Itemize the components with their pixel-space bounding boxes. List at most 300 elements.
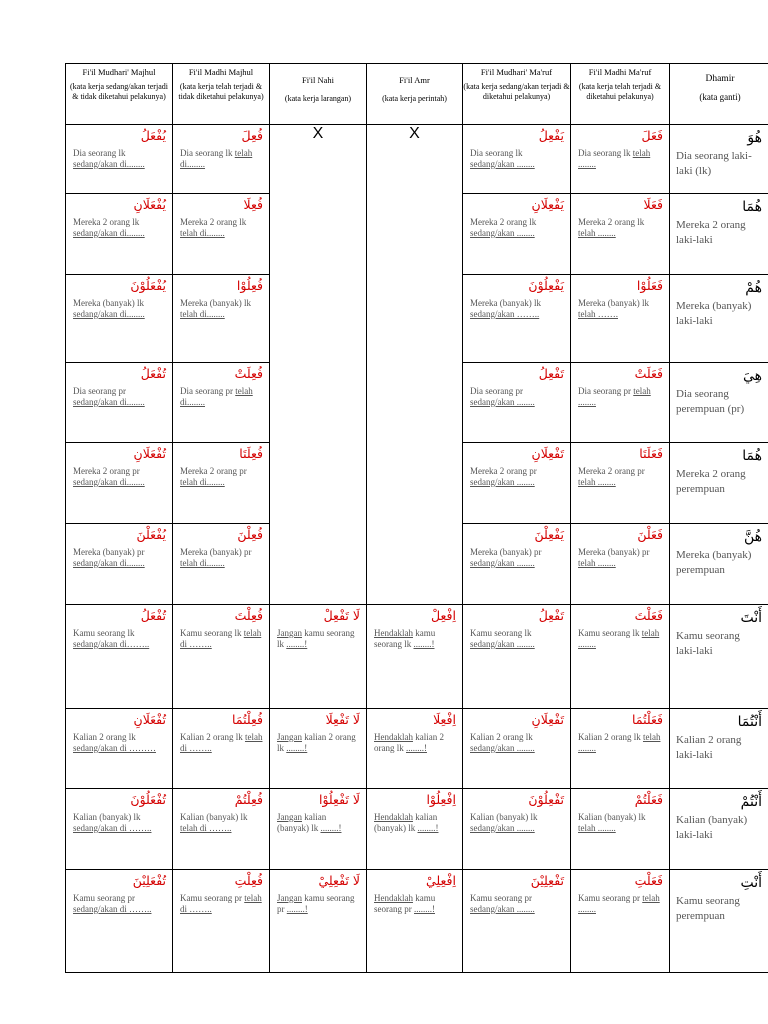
cell-madhi-majhul: [173, 870, 270, 973]
meaning-tense: sedang/akan ........: [470, 228, 535, 238]
cell-madhi-maruf: [571, 605, 670, 709]
table-row: [66, 870, 768, 973]
meaning-subject: Dia seorang lk: [470, 148, 523, 158]
cell-dhamir: [670, 194, 768, 275]
cell-dhamir: [670, 709, 768, 789]
header-dhamir: [670, 64, 768, 125]
meaning-subject: Kamu seorang lk: [470, 628, 532, 638]
command-subject: kamu seorang lk: [374, 628, 436, 649]
cell-mudhari-maruf: [463, 870, 571, 973]
arabic-verb: فَعَلَا: [643, 197, 663, 212]
cell-madhi-majhul: [173, 194, 270, 275]
arabic-verb: تُفْعَلُوْنَ: [130, 792, 166, 807]
meaning-subject: Mereka 2 orang lk: [180, 217, 247, 227]
command-word: Jangan: [277, 732, 302, 742]
meaning-text: [571, 294, 669, 322]
meaning-text: [463, 889, 570, 917]
meaning-tense: sedang/akan di........: [73, 558, 145, 568]
cell-mudhari-majhul: [66, 789, 173, 870]
cell-mudhari-maruf: [463, 363, 571, 443]
command-blank: ........!: [286, 639, 308, 649]
cell-madhi-majhul: [173, 605, 270, 709]
meaning-tense: sedang/akan ........: [470, 823, 535, 833]
dhamir-meaning: Kamu seorang perempuan: [676, 895, 740, 922]
meaning-tense: telah di ……..: [180, 823, 232, 833]
meaning-text: [173, 144, 269, 172]
meaning-text: [571, 624, 669, 652]
cell-mudhari-maruf: [463, 605, 571, 709]
meaning-text: [571, 144, 669, 172]
arabic-verb: فَعَلْنَ: [637, 527, 663, 542]
arabic-verb: تَفْعِلَانِ: [531, 446, 564, 461]
meaning-tense: sedang/akan ........: [470, 743, 535, 753]
dhamir-meaning: Dia seorang perempuan (pr): [676, 388, 745, 415]
arabic-verb: يَفْعِلَانِ: [531, 197, 564, 212]
command-word: Hendaklah: [374, 732, 413, 742]
cell-mudhari-maruf: [463, 275, 571, 363]
meaning-subject: Mereka (banyak) pr: [578, 547, 650, 557]
meaning-tense: sedang/akan ……..: [470, 309, 540, 319]
header-subtitle: (kata kerja telah terjadi & diketahui pelakunya): [578, 82, 662, 101]
command-blank: ........!: [417, 823, 439, 833]
dhamir-pronoun: هُنَّ: [743, 529, 762, 545]
meaning-subject: Dia seorang lk: [73, 148, 126, 158]
command-text: [270, 728, 366, 756]
meaning-subject: Dia seorang pr: [180, 386, 233, 396]
meaning-tense: sedang/akan ........: [470, 477, 535, 487]
arabic-command: لَا تَفْعِلَا: [325, 712, 360, 727]
meaning-text: [173, 808, 269, 836]
dhamir-pronoun: أَنْتَ: [740, 610, 762, 626]
command-blank: ........!: [414, 904, 435, 914]
table-row: [66, 709, 768, 789]
meaning-tense: sedang/akan di........: [73, 397, 145, 407]
meaning-text: [463, 144, 570, 172]
meaning-subject: Kalian (banyak) lk: [470, 812, 538, 822]
command-word: Hendaklah: [374, 893, 413, 903]
meaning-tense: telah ........: [578, 893, 660, 914]
cell-mudhari-majhul: [66, 870, 173, 973]
arabic-verb: تَفْعِلَانِ: [531, 712, 564, 727]
arabic-verb: تَفْعِلُوْنَ: [528, 792, 564, 807]
arabic-verb: فُعِلُوْا: [236, 278, 263, 293]
arabic-verb: فُعِلَا: [243, 197, 263, 212]
cell-madhi-maruf: [571, 194, 670, 275]
cell-madhi-maruf: [571, 363, 670, 443]
arabic-verb: تُفْعَلُ: [140, 366, 166, 381]
meaning-subject: Kalian (banyak) lk: [578, 812, 646, 822]
command-text: [367, 728, 462, 756]
cell-dhamir: [670, 605, 768, 709]
header-subtitle: (kata kerja sedang/akan terjadi & diketahui pelakunya): [463, 82, 570, 101]
meaning-subject: Kamu seorang lk: [180, 628, 242, 638]
arabic-verb: فُعِلْتِ: [234, 873, 263, 888]
command-subject: kalian 2 orang lk: [277, 732, 356, 753]
arabic-verb: يَفْعِلُ: [538, 128, 564, 143]
dhamir-pronoun: هُوَ: [747, 130, 762, 146]
command-blank: ........!: [320, 823, 342, 833]
command-subject: kamu seorang pr: [374, 893, 436, 914]
meaning-subject: Mereka 2 orang lk: [578, 217, 645, 227]
arabic-verb: تَفْعِلُ: [538, 608, 564, 623]
cell-nahi: [270, 789, 367, 870]
dhamir-pronoun: هُمَا: [742, 448, 762, 464]
arabic-verb: يَفْعِلُوْنَ: [528, 278, 564, 293]
command-text: [367, 808, 462, 836]
meaning-text: [463, 543, 570, 571]
meaning-tense: telah ........: [578, 628, 660, 649]
meaning-text: [66, 144, 172, 172]
meaning-tense: sedang/akan di........: [73, 228, 145, 238]
arabic-verb: فَعَلَتْ: [634, 366, 663, 381]
cell-amr: [367, 709, 463, 789]
cell-madhi-maruf: [571, 125, 670, 194]
meaning-text: [571, 889, 669, 917]
meaning-subject: Mereka 2 orang pr: [180, 466, 247, 476]
cell-mudhari-maruf: [463, 125, 571, 194]
command-word: Jangan: [277, 893, 302, 903]
meaning-text: [463, 808, 570, 836]
header-subtitle: (kata kerja sedang/akan terjadi & tidak diketahui pelakunya): [70, 82, 168, 101]
arabic-verb: فُعِلْتُمَا: [232, 712, 263, 727]
meaning-subject: Kamu seorang pr: [180, 893, 242, 903]
meaning-text: [66, 728, 172, 756]
cell-amr: [367, 789, 463, 870]
header-title: Fi'il Amr: [399, 75, 430, 85]
dhamir-meaning: Mereka (banyak) laki-laki: [676, 300, 752, 327]
meaning-subject: Mereka (banyak) lk: [73, 298, 144, 308]
meaning-text: [173, 294, 269, 322]
command-word: Jangan: [277, 812, 302, 822]
command-text: [270, 889, 366, 917]
arabic-verb: فَعَلْتُمْ: [634, 792, 663, 807]
arabic-verb: فُعِلْنَ: [237, 527, 263, 542]
cell-mudhari-majhul: [66, 194, 173, 275]
meaning-subject: Kalian 2 orang lk: [73, 732, 136, 742]
meaning-subject: Mereka (banyak) pr: [180, 547, 252, 557]
cell-madhi-maruf: [571, 870, 670, 973]
cell-dhamir: [670, 125, 768, 194]
meaning-text: [463, 294, 570, 322]
cell-mudhari-majhul: [66, 605, 173, 709]
meaning-tense: telah ........: [578, 558, 616, 568]
cell-nahi: [270, 870, 367, 973]
conjugation-table: [65, 63, 768, 973]
arabic-command: لَا تَفْعِلْ: [323, 608, 360, 623]
dhamir-pronoun: أَنْتُمْ: [740, 794, 762, 810]
meaning-tense: sedang/akan di........: [73, 309, 145, 319]
cell-mudhari-majhul: [66, 709, 173, 789]
meaning-subject: Kalian 2 orang lk: [470, 732, 533, 742]
meaning-subject: Dia seorang pr: [73, 386, 126, 396]
command-subject: kalian 2 orang lk: [374, 732, 444, 753]
cell-mudhari-maruf: [463, 524, 571, 605]
cell-nahi: [270, 709, 367, 789]
meaning-tense: telah ........: [578, 823, 616, 833]
meaning-tense: telah di........: [180, 386, 253, 407]
meaning-subject: Mereka (banyak) pr: [73, 547, 145, 557]
meaning-text: [66, 462, 172, 490]
arabic-verb: تُفْعَلَانِ: [133, 446, 166, 461]
header-title: Fi'il Madhi Ma'ruf: [588, 67, 652, 77]
cell-dhamir: [670, 363, 768, 443]
command-subject: kamu seorang pr: [277, 893, 355, 914]
command-subject: kalian (banyak) lk: [374, 812, 438, 833]
header-subtitle: (kata ganti): [699, 92, 741, 102]
meaning-tense: sedang/akan di ……..: [73, 823, 152, 833]
command-text: [367, 889, 462, 917]
meaning-subject: Mereka 2 orang pr: [470, 466, 537, 476]
cell-madhi-maruf: [571, 789, 670, 870]
arabic-verb: فَعَلَتَا: [639, 446, 663, 461]
header-title: Fi'il Mudhari' Majhul: [82, 67, 156, 77]
meaning-text: [66, 543, 172, 571]
arabic-verb: فَعَلَ: [641, 128, 663, 143]
meaning-subject: Mereka (banyak) lk: [470, 298, 541, 308]
header-title: Fi'il Nahi: [302, 75, 334, 85]
command-text: [270, 808, 366, 836]
meaning-text: [571, 808, 669, 836]
cell-madhi-majhul: [173, 363, 270, 443]
meaning-tense: telah ........: [578, 228, 616, 238]
meaning-subject: Kalian 2 orang lk: [180, 732, 243, 742]
meaning-subject: Dia seorang pr: [578, 386, 631, 396]
header-title: Dhamir: [705, 74, 735, 84]
meaning-subject: Mereka (banyak) pr: [470, 547, 542, 557]
header-subtitle: (kata kerja telah terjadi & tidak diketahui pelakunya): [178, 82, 264, 101]
meaning-tense: telah ........: [578, 386, 651, 407]
arabic-verb: تُفْعَلُ: [140, 608, 166, 623]
cell-madhi-majhul: [173, 275, 270, 363]
meaning-text: [173, 213, 269, 241]
meaning-text: [173, 382, 269, 410]
command-blank: ........!: [286, 743, 308, 753]
cell-amr: [367, 605, 463, 709]
meaning-subject: Dia seorang pr: [470, 386, 523, 396]
dhamir-meaning: Kamu seorang laki-laki: [676, 630, 740, 657]
cell-mudhari-majhul: [66, 275, 173, 363]
meaning-text: [571, 728, 669, 756]
meaning-text: [463, 462, 570, 490]
meaning-subject: Dia seorang lk: [180, 148, 233, 158]
arabic-verb: تُفْعَلِيْنَ: [132, 873, 166, 888]
header-subtitle: (kata kerja larangan): [284, 94, 352, 103]
meaning-tense: sedang/akan di........: [73, 159, 145, 169]
meaning-tense: telah ........: [578, 477, 616, 487]
meaning-tense: telah di........: [180, 558, 225, 568]
arabic-verb: يَفْعِلْنَ: [534, 527, 564, 542]
dhamir-meaning: Mereka (banyak) perempuan: [676, 549, 752, 576]
meaning-tense: telah …….: [578, 309, 618, 319]
command-subject: kamu seorang lk: [277, 628, 355, 649]
cell-madhi-maruf: [571, 443, 670, 524]
header-madhi-maruf: [571, 64, 670, 125]
meaning-tense: telah di ……..: [180, 628, 262, 649]
meaning-text: [173, 889, 269, 917]
table-row: [66, 125, 768, 194]
arabic-verb: فُعِلَتَا: [239, 446, 263, 461]
meaning-text: [571, 462, 669, 490]
cell-mudhari-majhul: [66, 524, 173, 605]
cell-mudhari-maruf: [463, 194, 571, 275]
dhamir-pronoun: أَنْتُمَا: [737, 714, 762, 730]
arabic-verb: تَفْعِلِيْنَ: [530, 873, 564, 888]
meaning-text: [66, 294, 172, 322]
command-blank: ........!: [406, 743, 427, 753]
arabic-verb: فُعِلْتَ: [234, 608, 263, 623]
meaning-tense: telah di........: [180, 228, 225, 238]
dhamir-pronoun: هِيَ: [742, 368, 762, 384]
dhamir-meaning: Dia seorang laki-laki (lk): [676, 150, 752, 177]
meaning-tense: sedang/akan di ………: [73, 743, 156, 753]
header-amr: [367, 64, 463, 125]
header-title: Fi'il Mudhari' Ma'ruf: [480, 67, 553, 77]
arabic-verb: فُعِلَ: [241, 128, 263, 143]
meaning-text: [571, 543, 669, 571]
meaning-subject: Mereka 2 orang pr: [73, 466, 140, 476]
meaning-tense: sedang/akan ........: [470, 639, 535, 649]
meaning-subject: Kalian (banyak) lk: [180, 812, 248, 822]
arabic-verb: فُعِلَتْ: [234, 366, 263, 381]
arabic-command: اِفْعِلِيْ: [425, 873, 456, 888]
dhamir-pronoun: أَنْتِ: [740, 875, 762, 891]
meaning-tense: sedang/akan di……..: [73, 639, 150, 649]
arabic-verb: تُفْعَلَانِ: [133, 712, 166, 727]
meaning-subject: Kamu seorang pr: [578, 893, 640, 903]
arabic-verb: فُعِلْتُمْ: [234, 792, 263, 807]
meaning-subject: Dia seorang lk: [578, 148, 631, 158]
arabic-verb: تَفْعِلُ: [538, 366, 564, 381]
header-nahi: [270, 64, 367, 125]
header-title: Fi'il Madhi Majhul: [188, 67, 254, 77]
meaning-text: [571, 382, 669, 410]
meaning-tense: telah ........: [578, 732, 661, 753]
cell-madhi-majhul: [173, 709, 270, 789]
cross-mark-amr: X: [367, 125, 463, 605]
cell-mudhari-majhul: [66, 363, 173, 443]
meaning-tense: telah di ……..: [180, 732, 263, 753]
meaning-text: [66, 213, 172, 241]
command-text: [270, 624, 366, 652]
dhamir-meaning: Kalian 2 orang laki-laki: [676, 734, 742, 761]
arabic-command: اِفْعِلُوْا: [426, 792, 456, 807]
dhamir-meaning: Mereka 2 orang perempuan: [676, 468, 746, 495]
meaning-text: [173, 624, 269, 652]
cell-nahi: [270, 605, 367, 709]
meaning-subject: Mereka (banyak) lk: [180, 298, 251, 308]
command-blank: ........!: [286, 904, 308, 914]
meaning-text: [463, 213, 570, 241]
command-text: [367, 624, 462, 652]
arabic-verb: فَعَلْتَ: [634, 608, 663, 623]
cell-madhi-majhul: [173, 125, 270, 194]
meaning-text: [66, 382, 172, 410]
cell-madhi-majhul: [173, 789, 270, 870]
header-mudhari-maruf: [463, 64, 571, 125]
cell-mudhari-maruf: [463, 789, 571, 870]
meaning-subject: Kamu seorang pr: [470, 893, 532, 903]
meaning-subject: Mereka 2 orang lk: [470, 217, 537, 227]
header-subtitle: (kata kerja perintah): [382, 94, 447, 103]
command-subject: kalian (banyak) lk: [277, 812, 327, 833]
meaning-subject: Mereka 2 orang pr: [578, 466, 645, 476]
cell-mudhari-majhul: [66, 443, 173, 524]
header-row: [66, 64, 768, 125]
meaning-subject: Kamu seorang pr: [73, 893, 135, 903]
arabic-command: اِفْعِلَا: [433, 712, 456, 727]
meaning-text: [173, 462, 269, 490]
meaning-tense: telah di........: [180, 309, 225, 319]
meaning-tense: sedang/akan ........: [470, 159, 535, 169]
table-row: [66, 789, 768, 870]
cell-dhamir: [670, 275, 768, 363]
meaning-subject: Kamu seorang lk: [578, 628, 640, 638]
cell-madhi-maruf: [571, 524, 670, 605]
cell-mudhari-maruf: [463, 709, 571, 789]
meaning-tense: sedang/akan ........: [470, 558, 535, 568]
cell-madhi-maruf: [571, 709, 670, 789]
meaning-tense: sedang/akan di........: [73, 477, 145, 487]
meaning-text: [463, 624, 570, 652]
meaning-text: [463, 728, 570, 756]
arabic-verb: يُفْعَلُ: [140, 128, 166, 143]
meaning-text: [66, 624, 172, 652]
cell-dhamir: [670, 524, 768, 605]
meaning-tense: telah di ……..: [180, 893, 262, 914]
command-word: Hendaklah: [374, 628, 413, 638]
cell-amr: [367, 870, 463, 973]
meaning-tense: telah ........: [578, 148, 651, 169]
cell-mudhari-maruf: [463, 443, 571, 524]
command-blank: ........!: [413, 639, 435, 649]
table-row: [66, 605, 768, 709]
command-word: Jangan: [277, 628, 302, 638]
meaning-tense: sedang/akan ........: [470, 904, 535, 914]
dhamir-meaning: Kalian (banyak) laki-laki: [676, 814, 748, 841]
cell-mudhari-majhul: [66, 125, 173, 194]
cell-madhi-majhul: [173, 524, 270, 605]
meaning-text: [173, 543, 269, 571]
cell-dhamir: [670, 443, 768, 524]
cell-dhamir: [670, 870, 768, 973]
arabic-verb: فَعَلْتِ: [634, 873, 663, 888]
meaning-text: [463, 382, 570, 410]
meaning-tense: sedang/akan di ……..: [73, 904, 152, 914]
dhamir-pronoun: هُمَا: [742, 199, 762, 215]
arabic-verb: يُفْعَلُوْنَ: [130, 278, 166, 293]
cross-mark-nahi: X: [270, 125, 367, 605]
dhamir-meaning: Mereka 2 orang laki-laki: [676, 219, 746, 246]
arabic-command: لَا تَفْعِلِيْ: [318, 873, 360, 888]
arabic-command: اِفْعِلْ: [431, 608, 456, 623]
meaning-text: [571, 213, 669, 241]
cell-dhamir: [670, 789, 768, 870]
meaning-subject: Kalian 2 orang lk: [578, 732, 641, 742]
header-mudhari-majhul: [66, 64, 173, 125]
meaning-tense: telah di........: [180, 477, 225, 487]
meaning-tense: telah di........: [180, 148, 253, 169]
arabic-verb: يُفْعَلَانِ: [133, 197, 166, 212]
arabic-verb: فَعَلُوْا: [636, 278, 663, 293]
dhamir-pronoun: هُمْ: [745, 280, 762, 296]
meaning-text: [173, 728, 269, 756]
command-word: Hendaklah: [374, 812, 413, 822]
arabic-command: لَا تَفْعِلُوْا: [318, 792, 360, 807]
table-body: [66, 125, 768, 973]
arabic-verb: فَعَلْتُمَا: [632, 712, 663, 727]
meaning-subject: Kamu seorang lk: [73, 628, 135, 638]
cell-madhi-majhul: [173, 443, 270, 524]
